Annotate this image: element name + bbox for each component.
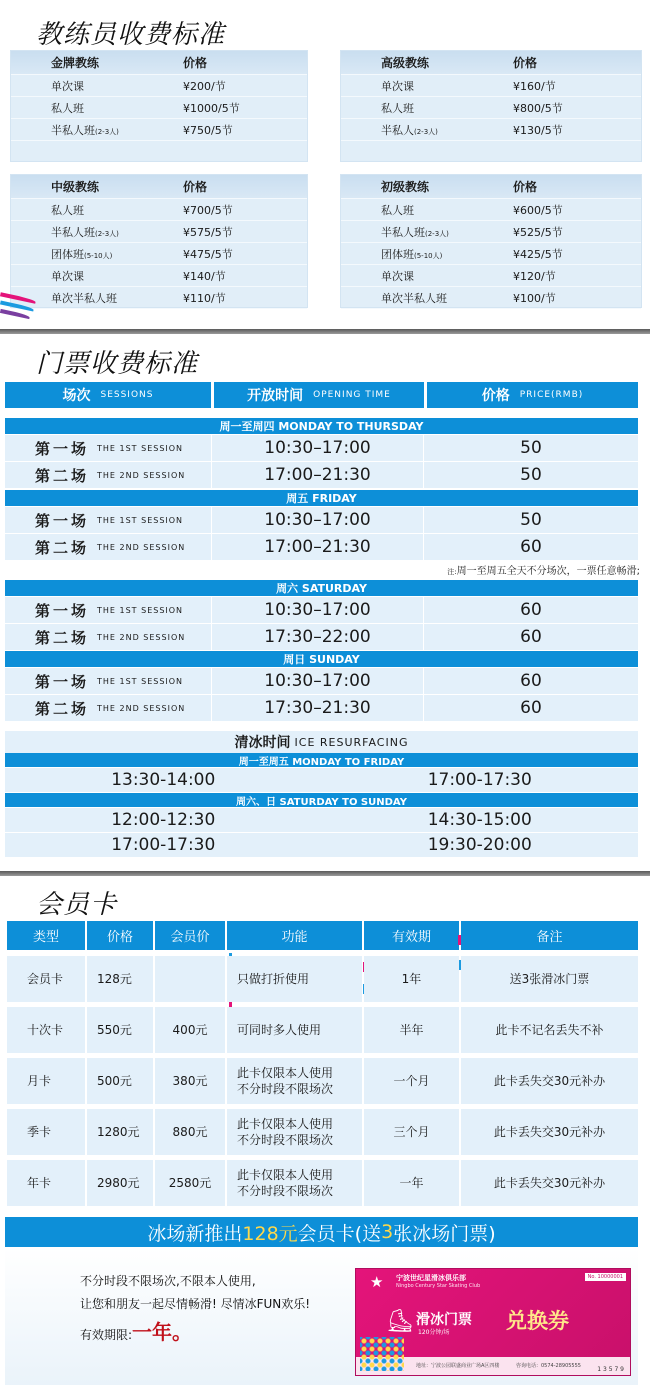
price-value: 50 (520, 465, 542, 485)
col-header-remark: 备注 (461, 921, 638, 950)
item-label: 半私人 (381, 123, 414, 137)
price-value: ¥120/节 (513, 269, 556, 283)
item-label: 私人班 (51, 203, 84, 217)
price-value: 60 (520, 627, 542, 647)
member-cell-type: 月卡 (7, 1058, 85, 1104)
table-header-row (11, 51, 307, 75)
coupon-serial: 1 3 5 7 9 (597, 1366, 624, 1373)
time-value: 17:00–21:30 (211, 534, 424, 560)
skater-icon: ⛸ (386, 1309, 414, 1334)
price-value: ¥160/节 (513, 79, 556, 93)
coupon-ticket-label: 滑冰门票 (416, 1312, 472, 1328)
price-value: 50 (520, 510, 542, 530)
ticket-section-title: 门票收费标准 (36, 349, 199, 379)
member-cell-member_price (155, 956, 225, 1002)
price-value: ¥110/节 (183, 291, 226, 305)
day-band-friday: 周五 FRIDAY (5, 490, 638, 506)
member-cell-type: 季卡 (7, 1109, 85, 1155)
junior-coach-table (340, 174, 642, 308)
ice-row (5, 833, 638, 857)
coach-level-label: 金牌教练 (51, 56, 100, 70)
table-row (5, 624, 638, 650)
price-value: ¥100/节 (513, 291, 556, 305)
item-label: 单次半私人班 (381, 291, 447, 305)
ice-time: 14:30-15:00 (427, 810, 532, 830)
time-value: 10:30–17:00 (211, 597, 424, 623)
item-label: 团体班 (381, 247, 414, 261)
session-en-label: THE 1ST SESSION (97, 605, 184, 615)
session-en-label: THE 2ND SESSION (97, 470, 186, 480)
price-header: 价格 (513, 56, 538, 70)
member-cell-member_price: 400元 (155, 1007, 225, 1053)
session-label: 第二场 (35, 628, 90, 647)
price-header: 价格 (183, 56, 208, 70)
item-label: 私人班 (51, 101, 84, 115)
price-value: ¥1000/5节 (183, 101, 240, 115)
table-row (5, 695, 638, 721)
item-label: 半私人班 (51, 225, 95, 239)
table-row (341, 243, 641, 265)
promo-line: 不分时段不限场次,不限本人使用, (80, 1274, 256, 1288)
sessions-header: 场次 SESSIONS (5, 382, 211, 408)
price-header: 价格 PRICE(RMB) (427, 382, 638, 408)
coupon-exchange-label: 兑换券 (506, 1308, 569, 1333)
member-cell-remark: 此卡丢失交30元补办 (461, 1058, 638, 1104)
item-label: 私人班 (381, 203, 414, 217)
member-cell-remark: 送3张滑冰门票 (461, 956, 638, 1002)
price-value: 60 (520, 537, 542, 557)
day-band-mon-thu: 周一至周四 MONDAY TO THURSDAY (5, 418, 638, 434)
member-section-title: 会员卡 (36, 890, 118, 920)
price-value: ¥700/5节 (183, 203, 233, 217)
session-label: 第二场 (35, 699, 90, 718)
item-label: 单次半私人班 (51, 291, 117, 305)
member-cell-price: 1280元 (87, 1109, 153, 1155)
table-row (5, 435, 638, 461)
session-en-label: THE 2ND SESSION (97, 703, 186, 713)
time-value: 17:30–22:00 (211, 624, 424, 650)
opening-time-header: 开放时间 OPENING TIME (214, 382, 424, 408)
session-en-label: THE 1ST SESSION (97, 676, 184, 686)
item-note: (2-3人) (414, 127, 438, 136)
member-cell-valid: 1年 (364, 956, 459, 1002)
member-cell-valid: 一个月 (364, 1058, 459, 1104)
session-en-label: THE 2ND SESSION (97, 542, 186, 552)
member-cell-price: 550元 (87, 1007, 153, 1053)
session-label: 第一场 (35, 511, 90, 530)
section-divider (0, 329, 650, 334)
time-value: 17:00–21:30 (211, 462, 424, 488)
ticket-note: 注:周一至周五全天不分场次，一票任意畅滑; (447, 566, 640, 577)
table-header-row (341, 175, 641, 199)
price-value: ¥140/节 (183, 269, 226, 283)
price-value: ¥475/5节 (183, 247, 233, 261)
ice-row (5, 768, 638, 792)
member-cell-valid: 半年 (364, 1007, 459, 1053)
table-row (341, 265, 641, 287)
time-value: 10:30–17:00 (211, 435, 424, 461)
ice-weekday-band: 周一至周五 MONDAY TO FRIDAY (5, 753, 638, 767)
price-value: ¥525/5节 (513, 225, 563, 239)
col-header-type: 类型 (7, 921, 85, 950)
coach-level-label: 高级教练 (381, 56, 430, 70)
table-row (5, 668, 638, 694)
session-label: 第一场 (35, 439, 90, 458)
table-row (5, 507, 638, 533)
col-header-validity: 有效期 (364, 921, 459, 950)
member-cell-price: 128元 (87, 956, 153, 1002)
item-note: (2-3人) (425, 229, 449, 238)
table-row (5, 462, 638, 488)
price-header: 价格 (513, 180, 538, 194)
table-row (5, 597, 638, 623)
decor-mark (458, 935, 461, 945)
ice-time: 17:00-17:30 (427, 770, 532, 790)
member-cell-func: 此卡仅限本人使用 不分时段不限场次 (227, 1160, 362, 1206)
club-name: 宁波世纪星滑冰俱乐部 (396, 1274, 466, 1282)
price-value: 60 (520, 671, 542, 691)
session-label: 第二场 (35, 538, 90, 557)
table-row (341, 287, 641, 309)
table-row (341, 199, 641, 221)
member-cell-member_price: 2580元 (155, 1160, 225, 1206)
price-value: ¥200/节 (183, 79, 226, 93)
table-row (11, 75, 307, 97)
member-cell-price: 2980元 (87, 1160, 153, 1206)
item-label: 半私人班 (381, 225, 425, 239)
price-value: ¥130/5节 (513, 123, 563, 137)
member-cell-valid: 三个月 (364, 1109, 459, 1155)
member-cell-func: 只做打折使用 (227, 956, 362, 1002)
ice-resurfacing-title: 清冰时间 ICE RESURFACING (5, 731, 638, 753)
member-cell-remark: 此卡不记名丢失不补 (461, 1007, 638, 1053)
member-cell-member_price: 380元 (155, 1058, 225, 1104)
time-value: 10:30–17:00 (211, 507, 424, 533)
ice-weekend-band: 周六、日 SATURDAY TO SUNDAY (5, 793, 638, 807)
time-value: 17:30–21:30 (211, 695, 424, 721)
price-value: ¥600/5节 (513, 203, 563, 217)
club-name-en: Ningbo Century Star Skating Club (396, 1283, 481, 1289)
coupon-phone: 咨询电话：0574-28905555 (516, 1363, 581, 1369)
gold-coach-table (10, 50, 308, 162)
member-cell-type: 年卡 (7, 1160, 85, 1206)
session-label: 第二场 (35, 466, 90, 485)
session-en-label: THE 1ST SESSION (97, 443, 184, 453)
table-row (341, 97, 641, 119)
member-cell-type: 会员卡 (7, 956, 85, 1002)
col-header-member-price: 会员价 (155, 921, 225, 950)
member-cell-func: 可同时多人使用 (227, 1007, 362, 1053)
coupon-number: No. 10000001 (585, 1273, 626, 1281)
table-row (11, 221, 307, 243)
item-label: 单次课 (381, 269, 414, 283)
session-en-label: THE 1ST SESSION (97, 515, 184, 525)
member-cell-remark: 此卡丢失交30元补办 (461, 1160, 638, 1206)
ice-time: 13:30-14:00 (111, 770, 216, 790)
promo-validity: 有效期限:一年。 (80, 1320, 193, 1344)
ice-time: 19:30-20:00 (427, 835, 532, 855)
table-row (341, 119, 641, 141)
price-value: ¥800/5节 (513, 101, 563, 115)
promo-line: 让您和朋友一起尽情畅滑! 尽情冰FUN欢乐! (80, 1297, 311, 1311)
confetti-decor (360, 1337, 404, 1371)
item-note: (5-10人) (84, 251, 113, 260)
decor-stripe (0, 309, 30, 319)
price-value: ¥425/5节 (513, 247, 563, 261)
table-header-row (11, 175, 307, 199)
ticket-table-header (5, 382, 638, 408)
coach-section-title: 教练员收费标准 (36, 20, 226, 50)
price-header: 价格 (183, 180, 208, 194)
time-value: 10:30–17:00 (211, 668, 424, 694)
day-band-sunday: 周日 SUNDAY (5, 651, 638, 667)
table-row (11, 287, 307, 309)
day-band-saturday: 周六 SATURDAY (5, 580, 638, 596)
item-note: (2-3人) (95, 229, 119, 238)
table-header-row (341, 51, 641, 75)
item-note: (2-3人) (95, 127, 119, 136)
table-row (341, 75, 641, 97)
item-label: 半私人班 (51, 123, 95, 137)
item-label: 私人班 (381, 101, 414, 115)
coupon-duration: 120分钟/场 (418, 1329, 450, 1336)
session-label: 第一场 (35, 601, 90, 620)
ice-time: 17:00-17:30 (111, 835, 216, 855)
table-row (11, 243, 307, 265)
table-row (11, 199, 307, 221)
member-cell-remark: 此卡丢失交30元补办 (461, 1109, 638, 1155)
table-row (5, 534, 638, 560)
section-divider (0, 871, 650, 876)
coupon-address: 地址：宁波公园联盛商业广场A区四楼 (416, 1363, 500, 1369)
price-value: 50 (520, 438, 542, 458)
price-value: 60 (520, 600, 542, 620)
senior-coach-table (340, 50, 642, 162)
item-note: (5-10人) (414, 251, 443, 260)
star-logo-icon: ★ (370, 1273, 384, 1291)
table-row (11, 119, 307, 141)
table-row (341, 221, 641, 243)
member-cell-member_price: 880元 (155, 1109, 225, 1155)
item-label: 单次课 (381, 79, 414, 93)
coach-level-label: 中级教练 (51, 180, 100, 194)
item-label: 单次课 (51, 79, 84, 93)
ice-row (5, 808, 638, 832)
session-en-label: THE 2ND SESSION (97, 632, 186, 642)
coupon-image (355, 1268, 631, 1376)
member-cell-func: 此卡仅限本人使用 不分时段不限场次 (227, 1109, 362, 1155)
member-cell-type: 十次卡 (7, 1007, 85, 1053)
member-cell-price: 500元 (87, 1058, 153, 1104)
price-value: 60 (520, 698, 542, 718)
promo-banner: 冰场新推出 128元 会员卡(送 3 张冰场门票) (5, 1217, 638, 1247)
middle-coach-table (10, 174, 308, 308)
table-row (11, 265, 307, 287)
item-label: 团体班 (51, 247, 84, 261)
session-label: 第一场 (35, 672, 90, 691)
col-header-price: 价格 (87, 921, 153, 950)
table-row (11, 97, 307, 119)
member-cell-valid: 一年 (364, 1160, 459, 1206)
item-label: 单次课 (51, 269, 84, 283)
coach-level-label: 初级教练 (381, 180, 430, 194)
col-header-function: 功能 (227, 921, 362, 950)
member-cell-func: 此卡仅限本人使用 不分时段不限场次 (227, 1058, 362, 1104)
price-value: ¥575/5节 (183, 225, 233, 239)
price-value: ¥750/5节 (183, 123, 233, 137)
ice-time: 12:00-12:30 (111, 810, 216, 830)
